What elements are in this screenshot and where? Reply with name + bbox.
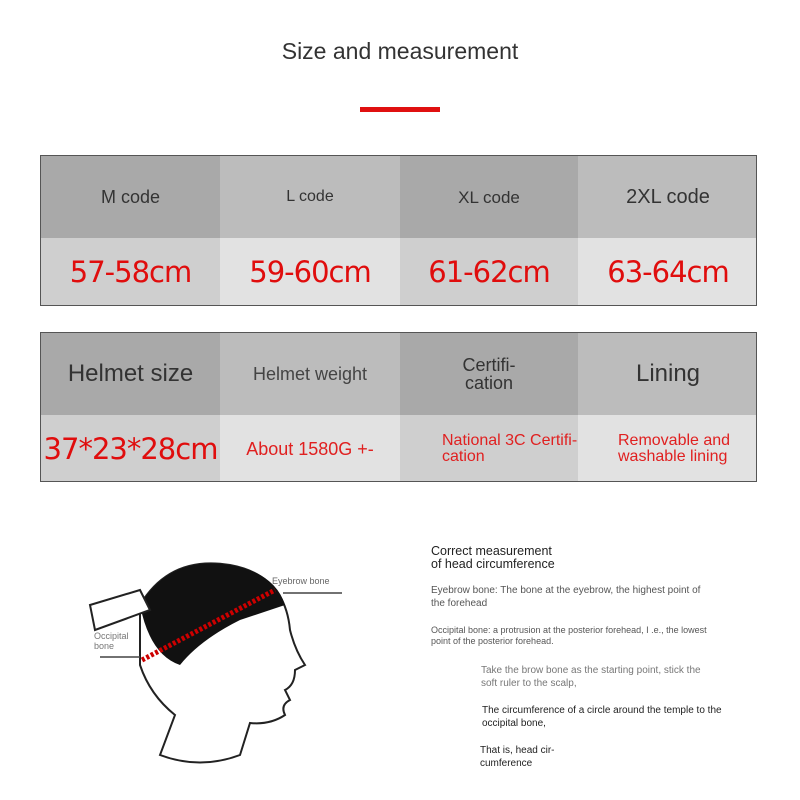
spec-value: 37*23*28cm <box>41 415 220 482</box>
step-2: The circumference of a circle around the temple to the occipital bone, <box>482 705 722 729</box>
title-underline <box>360 107 440 112</box>
spec-header: Helmet size <box>41 333 220 415</box>
size-value: 59-60cm <box>220 238 400 306</box>
size-value: 63-64cm <box>578 238 757 306</box>
spec-table <box>40 332 757 482</box>
spec-header: Certifi- cation <box>400 333 578 415</box>
eyebrow-definition: Eyebrow bone: The bone at the eyebrow, the highest point of the forehead <box>431 585 701 609</box>
step-1: Take the brow bone as the starting point, stick the soft ruler to the scalp, <box>481 665 701 689</box>
size-header: 2XL code <box>578 156 757 238</box>
size-value: 61-62cm <box>400 238 578 306</box>
size-header: M code <box>41 156 220 238</box>
spec-header: Helmet weight <box>220 333 400 415</box>
occipital-bone-label: Occipital bone <box>94 631 129 651</box>
size-table <box>40 155 757 306</box>
spec-value: Removable and washable lining <box>578 415 757 482</box>
spec-header: Lining <box>578 333 757 415</box>
size-header: L code <box>220 156 400 238</box>
size-header: XL code <box>400 156 578 238</box>
spec-value: National 3C Certifi- cation <box>400 415 578 482</box>
step-3: That is, head cir- cumference <box>480 745 555 769</box>
occipital-definition: Occipital bone: a protrusion at the posterior forehead, I .e., the lowest point of the posterior forehead. <box>431 625 707 647</box>
eyebrow-bone-label: Eyebrow bone <box>272 576 330 586</box>
size-value: 57-58cm <box>41 238 220 306</box>
spec-value: About 1580G +- <box>220 415 400 482</box>
page-title: Size and measurement <box>281 38 519 64</box>
instructions-heading: Correct measurement of head circumference <box>431 544 555 571</box>
